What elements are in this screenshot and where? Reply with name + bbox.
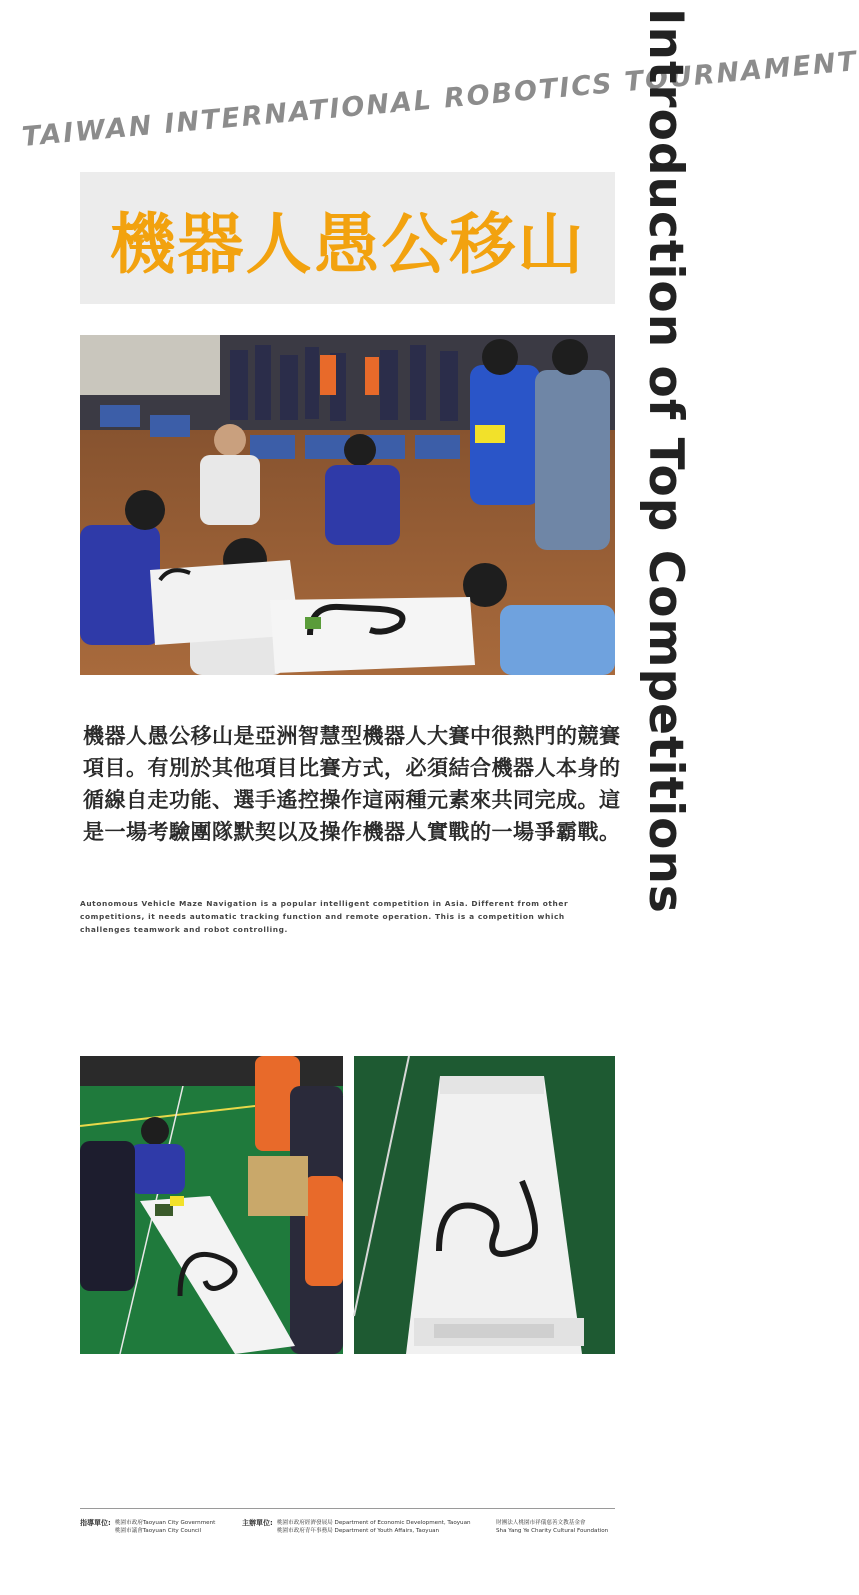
footer-foundation-item: 財團法人桃園市祥儀慈善文教基金會 — [496, 1520, 586, 1526]
footer-foundation-item: Sha Yang Ye Charity Cultural Foundation — [496, 1528, 609, 1534]
footer-guidance-item: 桃園市政府Taoyuan City Government — [114, 1520, 216, 1526]
footer-organizer-item: 桃園市政府經濟發展局 Department of Economic Development, Taoyuan — [276, 1520, 471, 1526]
footer — [80, 1519, 620, 1549]
footer-organizer-item: 桃園市政府青年事務局 Department of Youth Affairs, Taoyuan — [276, 1528, 440, 1534]
footer-organizer — [242, 1519, 471, 1535]
title-banner — [80, 172, 615, 304]
team-photo — [80, 1056, 343, 1354]
vertical-section-title: Introduction of Top Competitions — [638, 8, 693, 914]
main-competition-photo — [80, 335, 615, 675]
footer-foundation — [496, 1519, 608, 1535]
footer-guidance-label: 指導單位: — [80, 1519, 111, 1527]
footer-organizer-label: 主辦單位: — [242, 1519, 273, 1527]
footer-divider — [80, 1508, 615, 1509]
footer-guidance — [80, 1519, 215, 1535]
footer-guidance-item: 桃園市議會Taoyuan City Council — [114, 1528, 202, 1534]
description-chinese: 機器人愚公移山是亞洲智慧型機器人大賽中很熱門的競賽項目。有別於其他項目比賽方式，必須結合機器人本身的循線自走功能、選手遙控操作這兩種元素來共同完成。這是一場考驗團隊默契以及操作機器人實戰的一場爭霸戰。 — [83, 724, 621, 844]
tagline: TAIWAN INTERNATIONAL ROBOTICS TOURNAMENT — [20, 46, 859, 153]
track-board-photo — [354, 1056, 615, 1354]
competition-title: 機器人愚公移山 — [109, 205, 586, 283]
description-english: Autonomous Vehicle Maze Navigation is a popular intelligent competition in Asia. Different from other competitions, it needs automatic tracking function and remote operation. This is a competition which challenges teamwork and robot controlling. — [80, 899, 569, 934]
